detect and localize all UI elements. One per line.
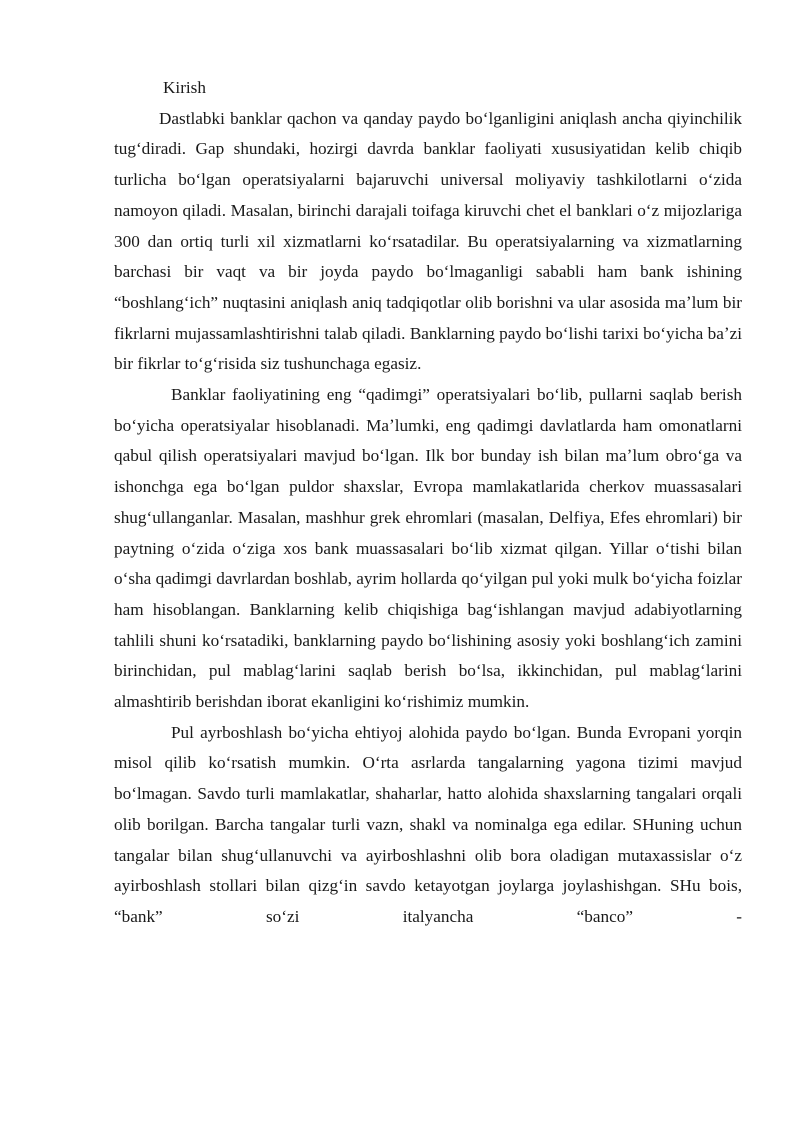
paragraph-deposits: Banklar faoliyatining eng “qadimgi” operatsiyalari boʻlib, pullarni saqlab berish boʻyicha operatsiyalar hisoblanadi. Maʼlumki, eng qadimgi davlatlarda ham omonatlarni qabul qilish operatsiyalari mavjud boʻlgan. Ilk bor bunday ish bilan maʼlum obroʻga va ishonchga ega boʻlgan puldor shaxslar, Evropa mamlakatlarida cherkov muassasalari shugʻullanganlar. Masalan, mashhur grek ehromlari (masalan, Delfiya, Efes ehromlari) bir paytning oʻzida oʻziga xos bank muassasalari boʻlib xizmat qilgan. Yillar oʻtishi bilan oʻsha qadimgi davrlardan boshlab, ayrim hollarda qoʻyilgan pul yoki mulk boʻyicha foizlar ham hisoblangan. Banklarning kelib chiqishiga bagʻishlangan mavjud adabiyotlarning tahlili shuni koʻrsatadiki, banklarning paydo boʻlishining asosiy yoki boshlangʻich zamini birinchidan, pul mablagʻlarini saqlab berish boʻlsa, ikkinchidan, pul mablagʻlarini almashtirib berishdan iborat ekanligini koʻrishimiz mumkin. — [114, 385, 742, 712]
paragraph-intro: Dastlabki banklar qachon va qanday paydo boʻlganligini aniqlash ancha qiyinchilik tugʻdiradi. Gap shundaki, hozirgi davrda banklar faoliyati xususiyatidan kelib chiqib turlicha boʻlgan operatsiyalarni bajaruvchi universal moliyaviy tashkilotlarni oʻzida namoyon qiladi. Masalan, birinchi darajali toifaga kiruvchi chet el banklari oʻz mijozlariga 300 dan ortiq turli xil xizmatlarni koʻrsatadilar. Bu operatsiyalarning va xizmatlarning barchasi bir vaqt va bir joyda paydo boʻlmaganligi sababli ham bank ishining “boshlangʻich” nuqtasini aniqlash aniq tadqiqotlar olib borishni va ular asosida maʼlum bir fikrlarni mujassamlashtirishni talab qiladi. Banklarning paydo boʻlishi tarixi boʻyicha baʼzi bir fikrlar toʻgʻrisida siz tushunchaga egasiz. — [114, 108, 742, 374]
section-heading: Kirish — [163, 78, 206, 97]
document-body — [114, 73, 742, 933]
paragraph-exchange: Pul ayrboshlash boʻyicha ehtiyoj alohida paydo boʻlgan. Bunda Evropani yorqin misol qilib koʻrsatish mumkin. Oʻrta asrlarda tangalarning yagona tizimi mavjud boʻlmagan. Savdo turli mamlakatlar, shaharlar, hatto alohida shaxslarning tangalari orqali olib borilgan. Barcha tangalar turli vazn, shakl va nominalga ega edilar. SHuning uchun tangalar bilan shugʻullanuvchi va ayirboshlashni olib bora oladigan mutaxassislar oʻz ayirboshlash stollari bilan qizgʻin savdo ketayotgan joylarga joylashishgan. SHu bois, “bank” soʻzi italyancha “banco” - — [114, 722, 742, 926]
